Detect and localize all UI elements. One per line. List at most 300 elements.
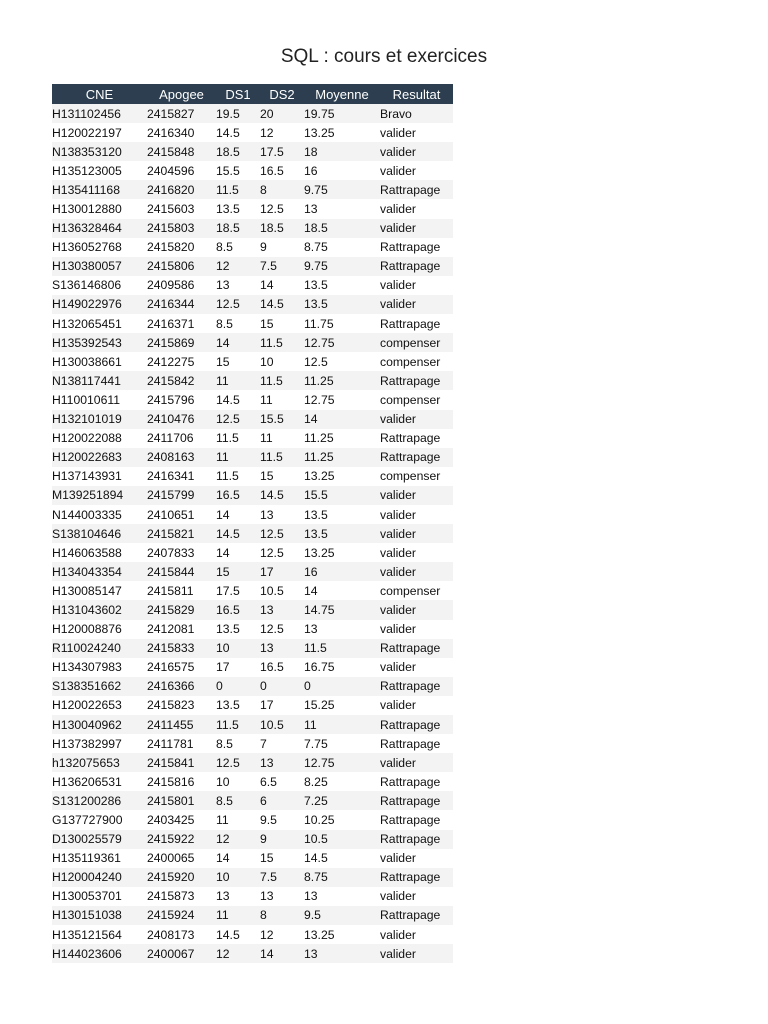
cell-ds1: 12	[216, 944, 260, 963]
cell-moyenne: 12.5	[304, 352, 380, 371]
cell-resultat: valider	[380, 505, 453, 524]
cell-resultat: Rattrapage	[380, 180, 453, 199]
table-row	[52, 600, 453, 619]
column-header-ds2: DS2	[260, 84, 304, 104]
cell-resultat: valider	[380, 295, 453, 314]
cell-cne: H131102456	[52, 104, 147, 123]
cell-apogee: 2415869	[147, 333, 216, 352]
table-row	[52, 944, 453, 963]
cell-cne: H120022197	[52, 123, 147, 142]
cell-resultat: valider	[380, 925, 453, 944]
cell-ds2: 6.5	[260, 772, 304, 791]
cell-moyenne: 19.75	[304, 104, 380, 123]
cell-cne: N144003335	[52, 505, 147, 524]
cell-cne: H135392543	[52, 333, 147, 352]
table-row	[52, 295, 453, 314]
cell-ds1: 11.5	[216, 467, 260, 486]
cell-resultat: Rattrapage	[380, 810, 453, 829]
cell-moyenne: 10.5	[304, 830, 380, 849]
cell-moyenne: 13.5	[304, 505, 380, 524]
cell-ds1: 15	[216, 562, 260, 581]
cell-resultat: Rattrapage	[380, 257, 453, 276]
cell-ds2: 9	[260, 238, 304, 257]
cell-moyenne: 11.25	[304, 371, 380, 390]
cell-cne: M139251894	[52, 486, 147, 505]
cell-cne: H120004240	[52, 868, 147, 887]
table-body	[52, 104, 453, 963]
cell-resultat: valider	[380, 944, 453, 963]
cell-ds1: 10	[216, 772, 260, 791]
cell-moyenne: 15.25	[304, 696, 380, 715]
cell-apogee: 2416371	[147, 314, 216, 333]
cell-resultat: valider	[380, 142, 453, 161]
cell-ds1: 18.5	[216, 142, 260, 161]
cell-moyenne: 13	[304, 887, 380, 906]
cell-cne: H131043602	[52, 600, 147, 619]
table-row	[52, 142, 453, 161]
cell-ds1: 14	[216, 333, 260, 352]
cell-cne: S136146806	[52, 276, 147, 295]
table-row	[52, 505, 453, 524]
table-row	[52, 715, 453, 734]
cell-moyenne: 14	[304, 581, 380, 600]
cell-ds1: 11	[216, 371, 260, 390]
cell-ds2: 10.5	[260, 581, 304, 600]
cell-apogee: 2415803	[147, 219, 216, 238]
cell-apogee: 2415801	[147, 791, 216, 810]
cell-apogee: 2403425	[147, 810, 216, 829]
table-row	[52, 696, 453, 715]
cell-cne: H137143931	[52, 467, 147, 486]
table-row	[52, 238, 453, 257]
cell-resultat: Rattrapage	[380, 772, 453, 791]
cell-ds1: 10	[216, 868, 260, 887]
cell-ds1: 14	[216, 543, 260, 562]
page-title: SQL : cours et exercices	[280, 46, 488, 67]
cell-cne: H130380057	[52, 257, 147, 276]
table-row	[52, 562, 453, 581]
cell-ds2: 12	[260, 925, 304, 944]
table-row	[52, 180, 453, 199]
cell-ds1: 12.5	[216, 410, 260, 429]
cell-moyenne: 12.75	[304, 753, 380, 772]
cell-cne: H149022976	[52, 295, 147, 314]
cell-resultat: valider	[380, 600, 453, 619]
cell-apogee: 2410476	[147, 410, 216, 429]
cell-ds1: 12.5	[216, 753, 260, 772]
cell-apogee: 2411706	[147, 429, 216, 448]
cell-cne: R110024240	[52, 639, 147, 658]
cell-cne: H135121564	[52, 925, 147, 944]
cell-moyenne: 16	[304, 562, 380, 581]
table-row	[52, 219, 453, 238]
cell-moyenne: 9.75	[304, 257, 380, 276]
cell-apogee: 2416340	[147, 123, 216, 142]
cell-apogee: 2416575	[147, 658, 216, 677]
cell-ds2: 20	[260, 104, 304, 123]
cell-apogee: 2415820	[147, 238, 216, 257]
cell-apogee: 2415873	[147, 887, 216, 906]
cell-resultat: valider	[380, 543, 453, 562]
table-row	[52, 620, 453, 639]
cell-ds2: 7	[260, 734, 304, 753]
cell-cne: H136206531	[52, 772, 147, 791]
cell-resultat: Rattrapage	[380, 429, 453, 448]
table-row	[52, 276, 453, 295]
cell-ds1: 14.5	[216, 524, 260, 543]
column-header-apogee: Apogee	[147, 84, 216, 104]
cell-cne: H120022683	[52, 448, 147, 467]
cell-resultat: valider	[380, 219, 453, 238]
cell-resultat: valider	[380, 524, 453, 543]
cell-moyenne: 14	[304, 410, 380, 429]
cell-moyenne: 12.75	[304, 333, 380, 352]
table-row	[52, 772, 453, 791]
cell-cne: N138117441	[52, 371, 147, 390]
cell-moyenne: 11.25	[304, 448, 380, 467]
cell-moyenne: 7.25	[304, 791, 380, 810]
cell-cne: H134307983	[52, 658, 147, 677]
table-row	[52, 371, 453, 390]
cell-apogee: 2416820	[147, 180, 216, 199]
cell-moyenne: 13	[304, 620, 380, 639]
cell-resultat: Rattrapage	[380, 639, 453, 658]
table-row	[52, 753, 453, 772]
cell-resultat: valider	[380, 562, 453, 581]
cell-resultat: valider	[380, 849, 453, 868]
table-row	[52, 868, 453, 887]
cell-moyenne: 13.25	[304, 543, 380, 562]
cell-ds2: 11	[260, 429, 304, 448]
cell-ds2: 0	[260, 677, 304, 696]
cell-apogee: 2409586	[147, 276, 216, 295]
cell-ds2: 17	[260, 562, 304, 581]
cell-cne: H130151038	[52, 906, 147, 925]
cell-cne: G137727900	[52, 810, 147, 829]
cell-moyenne: 11	[304, 715, 380, 734]
cell-ds2: 8	[260, 180, 304, 199]
cell-resultat: Rattrapage	[380, 734, 453, 753]
cell-ds2: 9	[260, 830, 304, 849]
cell-ds2: 8	[260, 906, 304, 925]
cell-cne: H120022088	[52, 429, 147, 448]
cell-ds1: 10	[216, 639, 260, 658]
cell-ds2: 12.5	[260, 620, 304, 639]
cell-apogee: 2415811	[147, 581, 216, 600]
cell-apogee: 2415841	[147, 753, 216, 772]
cell-cne: H130040962	[52, 715, 147, 734]
cell-ds2: 12	[260, 123, 304, 142]
cell-resultat: Rattrapage	[380, 238, 453, 257]
cell-apogee: 2415833	[147, 639, 216, 658]
cell-cne: D130025579	[52, 830, 147, 849]
cell-moyenne: 11.75	[304, 314, 380, 333]
cell-resultat: valider	[380, 123, 453, 142]
cell-resultat: Rattrapage	[380, 715, 453, 734]
cell-moyenne: 16.75	[304, 658, 380, 677]
table-row	[52, 734, 453, 753]
cell-cne: H146063588	[52, 543, 147, 562]
cell-resultat: compenser	[380, 352, 453, 371]
cell-apogee: 2416366	[147, 677, 216, 696]
cell-apogee: 2410651	[147, 505, 216, 524]
cell-ds2: 14.5	[260, 486, 304, 505]
table-row	[52, 524, 453, 543]
cell-cne: H136052768	[52, 238, 147, 257]
cell-apogee: 2415603	[147, 199, 216, 218]
cell-ds2: 11.5	[260, 371, 304, 390]
cell-resultat: valider	[380, 696, 453, 715]
cell-resultat: Rattrapage	[380, 830, 453, 849]
cell-apogee: 2411455	[147, 715, 216, 734]
cell-cne: H130038661	[52, 352, 147, 371]
cell-ds2: 7.5	[260, 868, 304, 887]
cell-ds2: 14.5	[260, 295, 304, 314]
cell-ds2: 18.5	[260, 219, 304, 238]
cell-ds1: 13	[216, 276, 260, 295]
cell-ds1: 13.5	[216, 696, 260, 715]
cell-ds2: 14	[260, 276, 304, 295]
cell-ds1: 17	[216, 658, 260, 677]
cell-ds1: 19.5	[216, 104, 260, 123]
cell-ds1: 12	[216, 257, 260, 276]
cell-moyenne: 13.25	[304, 467, 380, 486]
cell-apogee: 2415827	[147, 104, 216, 123]
cell-apogee: 2400067	[147, 944, 216, 963]
cell-cne: H137382997	[52, 734, 147, 753]
cell-moyenne: 9.5	[304, 906, 380, 925]
cell-cne: H132101019	[52, 410, 147, 429]
cell-resultat: Rattrapage	[380, 314, 453, 333]
table-row	[52, 199, 453, 218]
cell-ds2: 9.5	[260, 810, 304, 829]
cell-ds2: 17.5	[260, 142, 304, 161]
cell-ds2: 15	[260, 314, 304, 333]
cell-apogee: 2416341	[147, 467, 216, 486]
cell-ds2: 10	[260, 352, 304, 371]
cell-cne: S138351662	[52, 677, 147, 696]
cell-apogee: 2416344	[147, 295, 216, 314]
cell-resultat: Rattrapage	[380, 677, 453, 696]
cell-ds1: 16.5	[216, 600, 260, 619]
table-row	[52, 123, 453, 142]
cell-apogee: 2415924	[147, 906, 216, 925]
cell-ds1: 11.5	[216, 715, 260, 734]
cell-ds1: 14.5	[216, 123, 260, 142]
cell-resultat: Rattrapage	[380, 371, 453, 390]
cell-cne: H130012880	[52, 199, 147, 218]
cell-apogee: 2415796	[147, 390, 216, 409]
table-row	[52, 352, 453, 371]
cell-ds1: 11.5	[216, 429, 260, 448]
cell-moyenne: 13	[304, 199, 380, 218]
cell-moyenne: 13	[304, 944, 380, 963]
cell-ds2: 13	[260, 887, 304, 906]
table-row	[52, 791, 453, 810]
cell-moyenne: 13.5	[304, 276, 380, 295]
cell-apogee: 2415823	[147, 696, 216, 715]
cell-resultat: Rattrapage	[380, 791, 453, 810]
cell-moyenne: 9.75	[304, 180, 380, 199]
cell-apogee: 2408163	[147, 448, 216, 467]
cell-moyenne: 8.25	[304, 772, 380, 791]
cell-ds1: 13.5	[216, 620, 260, 639]
cell-moyenne: 10.25	[304, 810, 380, 829]
cell-ds2: 15.5	[260, 410, 304, 429]
table-row	[52, 925, 453, 944]
cell-ds1: 13.5	[216, 199, 260, 218]
cell-apogee: 2415922	[147, 830, 216, 849]
cell-resultat: valider	[380, 276, 453, 295]
table-row	[52, 830, 453, 849]
cell-ds1: 18.5	[216, 219, 260, 238]
cell-moyenne: 0	[304, 677, 380, 696]
cell-resultat: valider	[380, 753, 453, 772]
grades-table	[52, 84, 453, 963]
column-header-moyenne: Moyenne	[304, 84, 380, 104]
cell-cne: S138104646	[52, 524, 147, 543]
cell-moyenne: 18	[304, 142, 380, 161]
cell-ds2: 13	[260, 639, 304, 658]
cell-resultat: compenser	[380, 467, 453, 486]
table-row	[52, 161, 453, 180]
cell-ds1: 13	[216, 887, 260, 906]
table-row	[52, 390, 453, 409]
cell-ds1: 0	[216, 677, 260, 696]
cell-ds2: 6	[260, 791, 304, 810]
cell-moyenne: 18.5	[304, 219, 380, 238]
cell-apogee: 2415799	[147, 486, 216, 505]
table-row	[52, 810, 453, 829]
cell-apogee: 2400065	[147, 849, 216, 868]
table-row	[52, 658, 453, 677]
cell-cne: H135119361	[52, 849, 147, 868]
cell-moyenne: 14.5	[304, 849, 380, 868]
table-row	[52, 543, 453, 562]
cell-resultat: Rattrapage	[380, 906, 453, 925]
cell-ds1: 8.5	[216, 791, 260, 810]
cell-apogee: 2415848	[147, 142, 216, 161]
table-row	[52, 887, 453, 906]
cell-ds1: 14	[216, 505, 260, 524]
cell-ds1: 12.5	[216, 295, 260, 314]
cell-ds2: 7.5	[260, 257, 304, 276]
cell-ds2: 11.5	[260, 448, 304, 467]
cell-ds2: 16.5	[260, 161, 304, 180]
table-row	[52, 467, 453, 486]
table-row	[52, 581, 453, 600]
cell-apogee: 2415806	[147, 257, 216, 276]
cell-ds1: 14.5	[216, 390, 260, 409]
cell-apogee: 2411781	[147, 734, 216, 753]
cell-apogee: 2407833	[147, 543, 216, 562]
table-row	[52, 104, 453, 123]
cell-ds1: 16.5	[216, 486, 260, 505]
cell-ds1: 8.5	[216, 314, 260, 333]
cell-moyenne: 11.5	[304, 639, 380, 658]
cell-cne: H135123005	[52, 161, 147, 180]
cell-moyenne: 13.25	[304, 123, 380, 142]
cell-moyenne: 13.5	[304, 524, 380, 543]
cell-moyenne: 11.25	[304, 429, 380, 448]
cell-cne: H110010611	[52, 390, 147, 409]
cell-ds2: 11	[260, 390, 304, 409]
cell-ds2: 13	[260, 753, 304, 772]
cell-cne: H120008876	[52, 620, 147, 639]
cell-ds2: 17	[260, 696, 304, 715]
cell-apogee: 2412275	[147, 352, 216, 371]
cell-moyenne: 8.75	[304, 868, 380, 887]
table-row	[52, 314, 453, 333]
cell-resultat: valider	[380, 161, 453, 180]
cell-apogee: 2415920	[147, 868, 216, 887]
cell-resultat: compenser	[380, 390, 453, 409]
table-row	[52, 906, 453, 925]
cell-ds1: 12	[216, 830, 260, 849]
cell-ds1: 11	[216, 448, 260, 467]
column-header-resultat: Resultat	[380, 84, 453, 104]
cell-ds2: 14	[260, 944, 304, 963]
cell-cne: S131200286	[52, 791, 147, 810]
cell-ds1: 11.5	[216, 180, 260, 199]
cell-moyenne: 13.25	[304, 925, 380, 944]
cell-apogee: 2415821	[147, 524, 216, 543]
cell-apogee: 2404596	[147, 161, 216, 180]
cell-ds2: 11.5	[260, 333, 304, 352]
cell-apogee: 2415816	[147, 772, 216, 791]
cell-ds2: 12.5	[260, 199, 304, 218]
column-header-cne: CNE	[52, 84, 147, 104]
cell-resultat: compenser	[380, 333, 453, 352]
cell-apogee: 2408173	[147, 925, 216, 944]
cell-cne: h132075653	[52, 753, 147, 772]
cell-ds2: 15	[260, 467, 304, 486]
cell-ds1: 15	[216, 352, 260, 371]
cell-ds2: 16.5	[260, 658, 304, 677]
cell-ds1: 11	[216, 906, 260, 925]
cell-apogee: 2415829	[147, 600, 216, 619]
cell-ds1: 11	[216, 810, 260, 829]
cell-resultat: valider	[380, 658, 453, 677]
cell-resultat: valider	[380, 620, 453, 639]
cell-resultat: Rattrapage	[380, 868, 453, 887]
table-row	[52, 333, 453, 352]
cell-apogee: 2412081	[147, 620, 216, 639]
cell-resultat: valider	[380, 887, 453, 906]
cell-resultat: Bravo	[380, 104, 453, 123]
cell-cne: H120022653	[52, 696, 147, 715]
cell-ds2: 15	[260, 849, 304, 868]
table-row	[52, 639, 453, 658]
table-row	[52, 257, 453, 276]
cell-ds1: 8.5	[216, 734, 260, 753]
cell-resultat: valider	[380, 410, 453, 429]
cell-cne: N138353120	[52, 142, 147, 161]
cell-ds1: 8.5	[216, 238, 260, 257]
table-row	[52, 410, 453, 429]
cell-cne: H132065451	[52, 314, 147, 333]
table-row	[52, 429, 453, 448]
cell-cne: H135411168	[52, 180, 147, 199]
table-row	[52, 486, 453, 505]
cell-apogee: 2415842	[147, 371, 216, 390]
cell-ds2: 13	[260, 600, 304, 619]
cell-moyenne: 12.75	[304, 390, 380, 409]
cell-cne: H130085147	[52, 581, 147, 600]
cell-apogee: 2415844	[147, 562, 216, 581]
table-header-row	[52, 84, 453, 104]
cell-moyenne: 15.5	[304, 486, 380, 505]
